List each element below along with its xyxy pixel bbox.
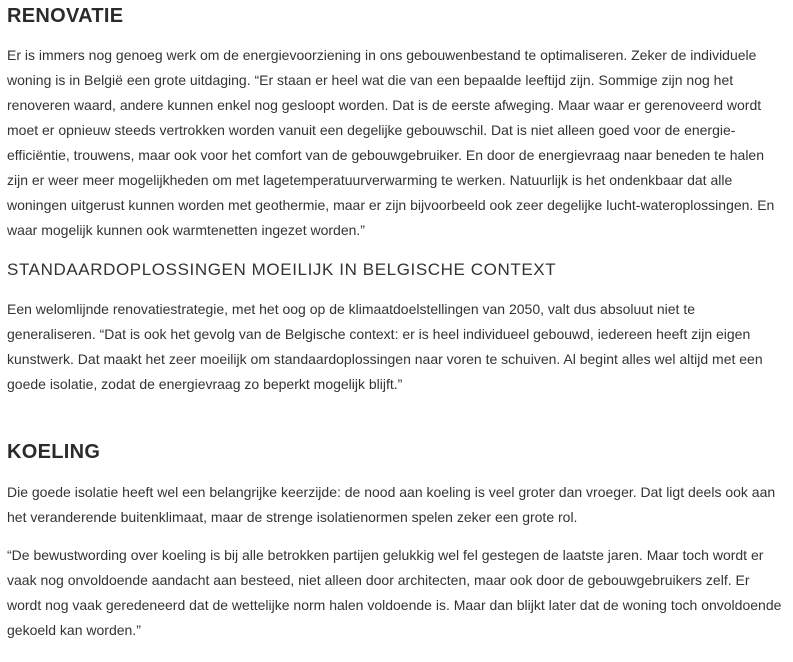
heading-koeling: KOELING — [7, 441, 101, 463]
paragraph-renovatie: Er is immers nog genoeg werk om de energievoorziening in ons gebouwenbestand te optimaliseren. Zeker de individuele woning is in België een grote uitdaging. “Er staan er heel wat die van een bepaalde leeftijd zijn. Sommige zijn nog het renoveren waard, andere kunnen enkel nog gesloopt worden. Dat is de eerste afweging. Maar waar er gerenoveerd wordt moet er opnieuw steeds vertrokken worden vanuit een degelijke gebouwschil. Dat is niet alleen goed voor de energie-efficiëntie, trouwens, maar ook voor het comfort van de gebouwgebruiker. En door de energievraag naar beneden te halen zijn er weer meer mogelijkheden om met lagetemperatuurverwarming te werken. Natuurlijk is het ondenkbaar dat alle woningen uitgerust kunnen worden met geothermie, maar er zijn bijvoorbeeld ook zeer degelijke lucht-wateroplossingen. En waar mogelijk kunnen ook warmtenetten ingezet worden.” — [7, 47, 775, 238]
paragraph-koeling-1: Die goede isolatie heeft wel een belangrijke keerzijde: de nood aan koeling is veel groter dan vroeger. Dat ligt deels ook aan het veranderende buitenklimaat, maar de strenge isolatienormen spelen zeker een grote rol. — [7, 484, 776, 525]
heading-renovatie: RENOVATIE — [7, 5, 124, 27]
paragraph-standaardoplossingen: Een welomlijnde renovatiestrategie, met het oog op de klimaatdoelstellingen van 2050, valt dus absoluut niet te generaliseren. “Dat is ook het gevolg van de Belgische context: er is heel individueel gebouwd, iedereen heeft zijn eigen kunstwerk. Dat maakt het zeer moeilijk om standaardoplossingen naar voren te schuiven. Al begint alles wel altijd met een goede isolatie, zodat de energievraag zo beperkt mogelijk blijft.” — [7, 301, 763, 392]
paragraph-koeling-2: “De bewustwording over koeling is bij alle betrokken partijen gelukkig wel fel gestegen de laatste jaren. Maar toch wordt er vaak nog onvoldoende aandacht aan besteed, niet alleen door architecten, maar ook door de gebouwgebruikers zelf. Er wordt nog vaak geredeneerd dat de wettelijke norm halen voldoende is. Maar dan blijkt later dat de woning toch onvoldoende gekoeld kan worden.” — [7, 547, 782, 638]
subheading-standaardoplossingen: STANDAARDOPLOSSINGEN MOEILIJK IN BELGISCHE CONTEXT — [7, 260, 557, 279]
